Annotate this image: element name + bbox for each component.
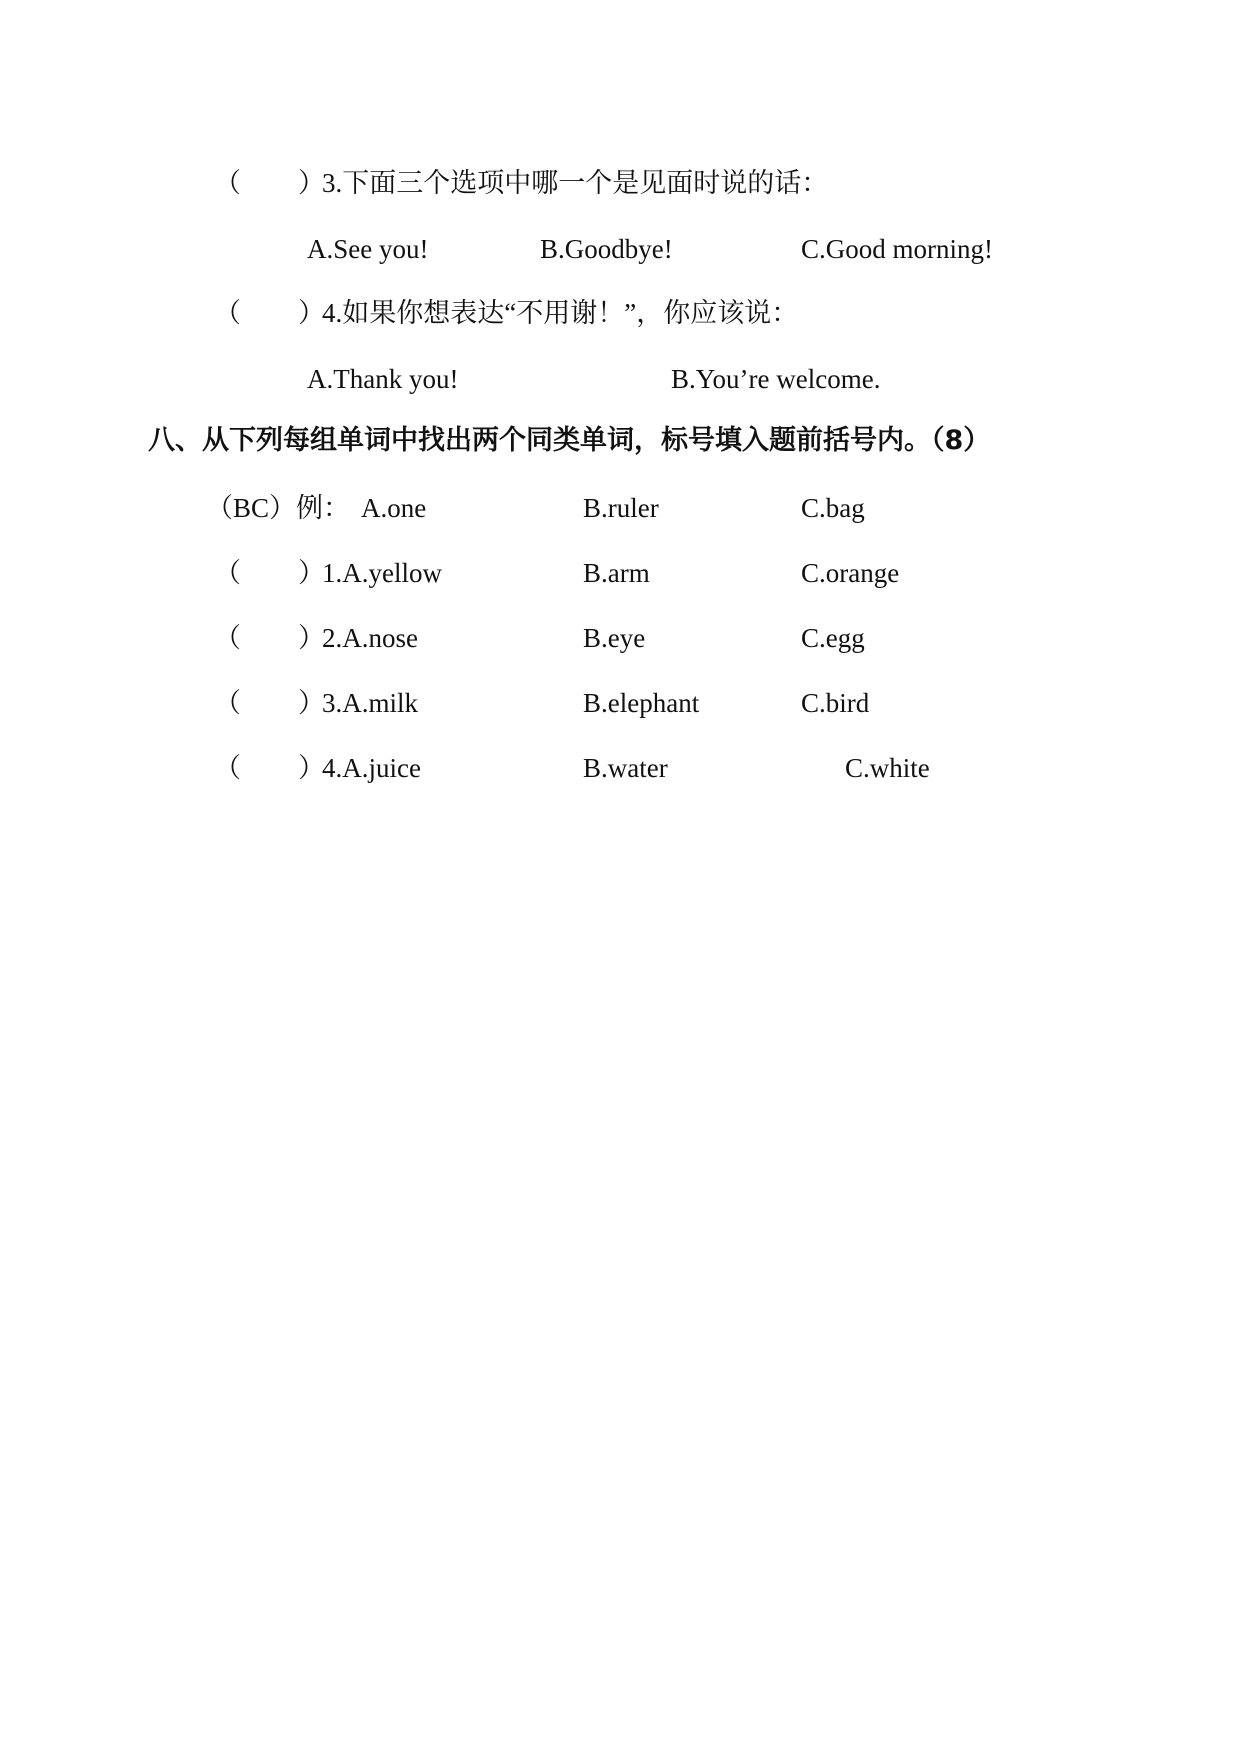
option-c: C.bag <box>801 493 865 523</box>
answer-bracket-close: ） <box>298 688 325 718</box>
option-b: B.ruler <box>583 493 659 523</box>
section-heading: 八、从下列每组单词中找出两个同类单词，标号填入题前括号内。（8） <box>148 425 991 456</box>
option-c: C.white <box>845 753 930 783</box>
option-a: A.See you! <box>307 234 429 264</box>
option-a: A.Thank you! <box>307 364 459 394</box>
answer-bracket-open: （ <box>214 558 241 588</box>
option-b: B.arm <box>583 558 650 588</box>
option-a: 4.A.juice <box>322 753 421 783</box>
option-b: B.water <box>583 753 668 783</box>
answer-bracket-open: （ <box>214 168 241 198</box>
option-c: C.Good morning! <box>801 234 993 264</box>
option-a: 3.A.milk <box>322 688 419 718</box>
answer-bracket-close: ） <box>298 298 325 328</box>
answer-bracket-open: （ <box>214 298 241 328</box>
answer-bracket-close: ） <box>298 168 325 198</box>
option-c: C.egg <box>801 623 865 653</box>
answer-bracket-open: （ <box>214 688 241 718</box>
answer-bracket-open: （ <box>214 623 241 653</box>
option-b: B.You’re welcome. <box>671 364 881 394</box>
option-b: B.elephant <box>583 688 700 718</box>
option-a: 1.A.yellow <box>322 558 442 588</box>
option-a: A.one <box>361 493 427 523</box>
answer-bracket-open: （ <box>214 753 241 783</box>
option-a: 2.A.nose <box>322 623 418 653</box>
option-b: B.Goodbye! <box>540 234 673 264</box>
answer-bracket-close: ） <box>298 753 325 783</box>
question-prompt: 3.下面三个选项中哪一个是见面时说的话： <box>322 168 829 198</box>
option-c: C.bird <box>801 688 870 718</box>
option-c: C.orange <box>801 558 900 588</box>
answer-bracket-close: ） <box>298 623 325 653</box>
question-prompt: 4.如果你想表达“不用谢！”，你应该说： <box>322 298 799 328</box>
option-b: B.eye <box>583 623 646 653</box>
answer-bracket-close: ） <box>298 558 325 588</box>
example-answer: （BC）例： <box>206 493 351 523</box>
